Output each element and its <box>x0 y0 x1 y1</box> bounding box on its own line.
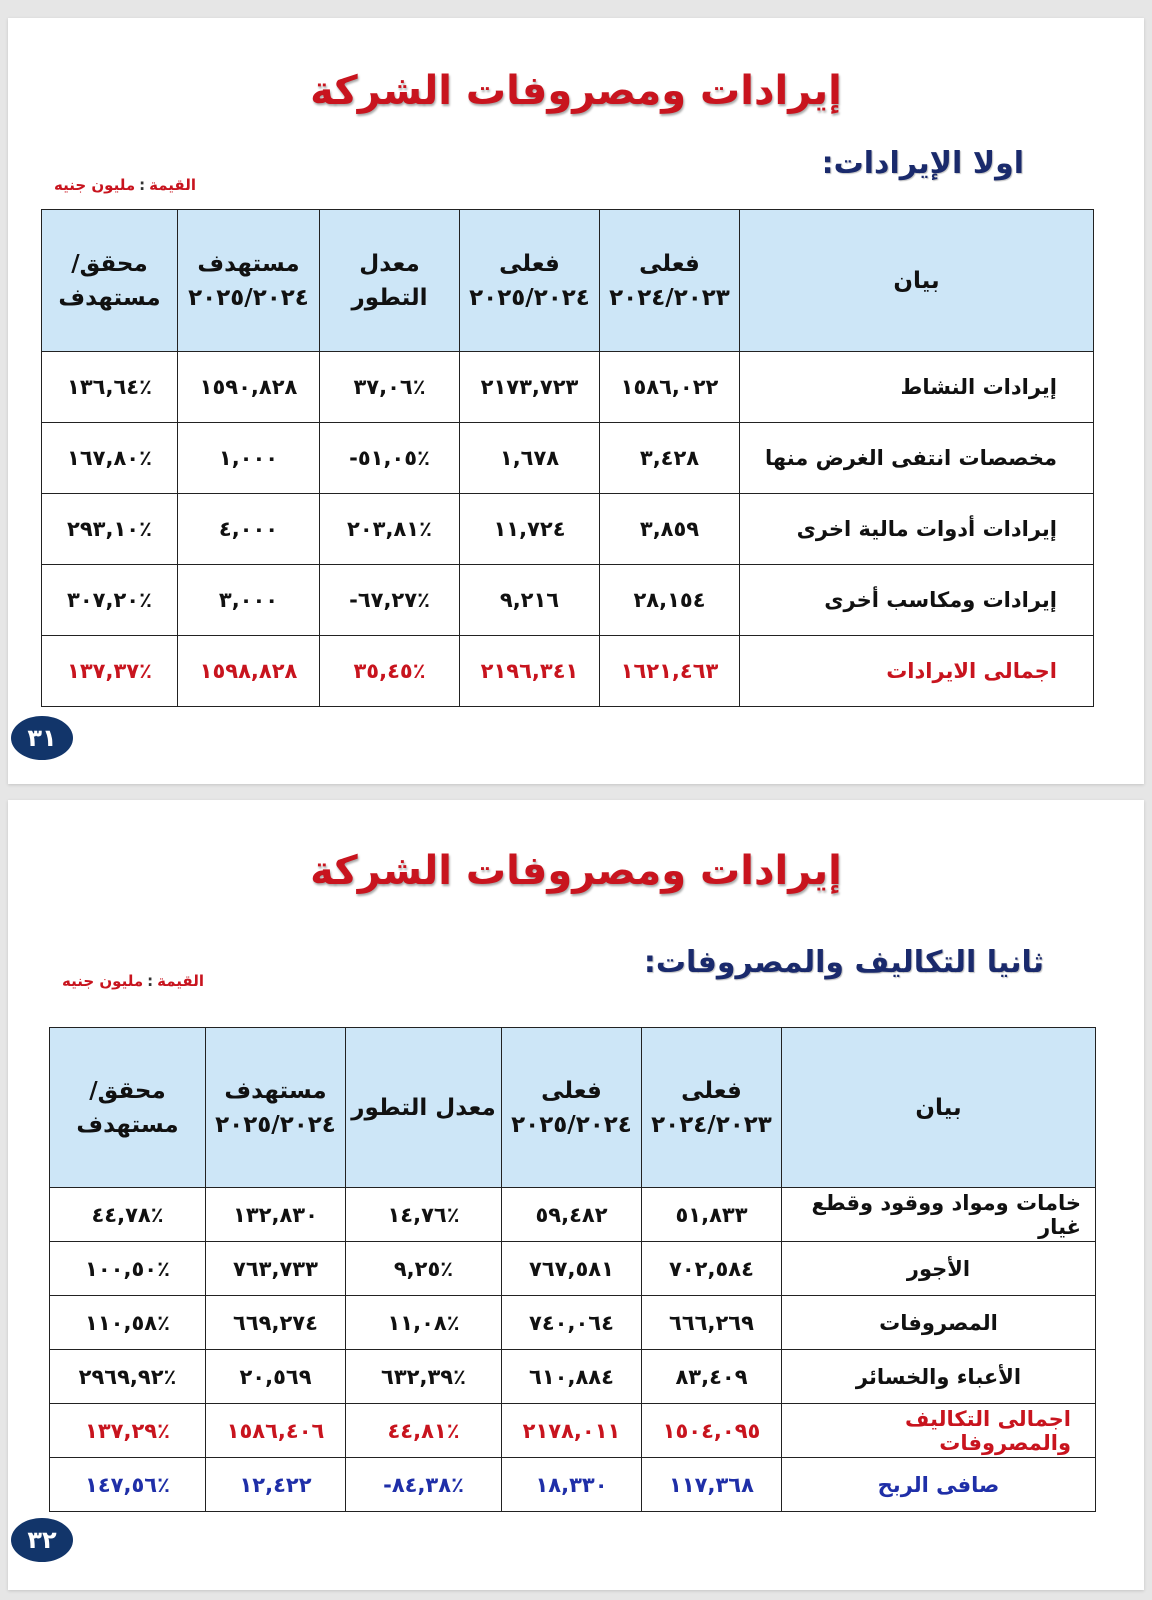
section-heading: اولا الإيرادات: <box>821 146 1024 181</box>
row-label: اجمالى الايرادات <box>740 636 1094 707</box>
header-actual-2024-2025: فعلى ٢٠٢٥/٢٠٢٤ <box>502 1028 642 1188</box>
cell-value: ١,٠٠٠ <box>178 423 320 494</box>
cell-value: ٪١٣٦,٦٤ <box>42 352 178 423</box>
cell-value: ٥١,٨٣٣ <box>642 1188 782 1242</box>
cell-value: ٩,٢١٦ <box>460 565 600 636</box>
cell-value: ٢١٩٦,٣٤١ <box>460 636 600 707</box>
unit-note <box>54 176 196 194</box>
row-label: خامات ومواد ووقود وقطع غيار <box>782 1188 1096 1242</box>
cell-value: ٪١٤,٧٦ <box>346 1188 502 1242</box>
cell-value: ١٥٠٤,٠٩٥ <box>642 1404 782 1458</box>
cell-value: ٧٠٢,٥٨٤ <box>642 1242 782 1296</box>
header-statement: بيان <box>740 210 1094 352</box>
header-actual-2024-2025: فعلى ٢٠٢٥/٢٠٢٤ <box>460 210 600 352</box>
header-growth-rate: معدل التطور <box>320 210 460 352</box>
table-row <box>50 1350 1096 1404</box>
table-row <box>50 1242 1096 1296</box>
cell-value: ٢١٧٣,٧٢٣ <box>460 352 600 423</box>
cell-value: ٧٤٠,٠٦٤ <box>502 1296 642 1350</box>
table-header-row <box>42 210 1094 352</box>
page-number-badge: ٣٢ <box>11 1518 73 1562</box>
cell-value: ٪٦٣٢,٣٩ <box>346 1350 502 1404</box>
cell-value: ٪١٤٧,٥٦ <box>50 1458 206 1512</box>
cell-value: ٪٤٤,٨١ <box>346 1404 502 1458</box>
cell-value: ٦١٠,٨٨٤ <box>502 1350 642 1404</box>
cell-value: ٪١١٠,٥٨ <box>50 1296 206 1350</box>
unit-label: القيمة <box>149 176 196 194</box>
cell-value: ١,٦٧٨ <box>460 423 600 494</box>
cell-value: ١٥٨٦,٤٠٦ <box>206 1404 346 1458</box>
header-growth-rate: معدل التطور <box>346 1028 502 1188</box>
cell-value: ٤,٠٠٠ <box>178 494 320 565</box>
cell-value: ٪٦٧,٢٧- <box>320 565 460 636</box>
header-target: مستهدف ٢٠٢٥/٢٠٢٤ <box>206 1028 346 1188</box>
cell-value: ٪١٠٠,٥٠ <box>50 1242 206 1296</box>
header-achieved-target: محقق/ مستهدف <box>50 1028 206 1188</box>
expenses-table <box>49 1027 1096 1512</box>
unit-value: مليون جنيه <box>54 176 136 194</box>
header-achieved-target: محقق/ مستهدف <box>42 210 178 352</box>
row-label: مخصصات انتفى الغرض منها <box>740 423 1094 494</box>
cell-value: ٧٦٧,٥٨١ <box>502 1242 642 1296</box>
cell-value: ٨٣,٤٠٩ <box>642 1350 782 1404</box>
cell-value: ٦٦٦,٢٦٩ <box>642 1296 782 1350</box>
unit-note <box>62 972 204 990</box>
slide-expenses <box>8 800 1144 1590</box>
cell-value: ٢٠,٥٦٩ <box>206 1350 346 1404</box>
cell-value: ١٨,٣٣٠ <box>502 1458 642 1512</box>
cell-value: ٪١٣٧,٣٧ <box>42 636 178 707</box>
cell-value: ١٥٩٨,٨٢٨ <box>178 636 320 707</box>
header-actual-2023-2024: فعلى ٢٠٢٤/٢٠٢٣ <box>600 210 740 352</box>
unit-separator: : <box>147 972 154 990</box>
header-statement: بيان <box>782 1028 1096 1188</box>
table-header-row <box>50 1028 1096 1188</box>
table-row <box>42 423 1094 494</box>
slide-title: إيرادات ومصروفات الشركة <box>310 68 842 114</box>
cell-value: ٪٨٤,٣٨- <box>346 1458 502 1512</box>
cell-value: ٣,٤٢٨ <box>600 423 740 494</box>
cell-value: ٥٩,٤٨٢ <box>502 1188 642 1242</box>
row-label: الأعباء والخسائر <box>782 1350 1096 1404</box>
table-row <box>42 565 1094 636</box>
cell-value: ٪٢٩٦٩,٩٢ <box>50 1350 206 1404</box>
cell-value: ٢١٧٨,٠١١ <box>502 1404 642 1458</box>
cell-value: ٪٣٠٧,٢٠ <box>42 565 178 636</box>
cell-value: ١٥٩٠,٨٢٨ <box>178 352 320 423</box>
cell-value: ٪٥١,٠٥- <box>320 423 460 494</box>
cell-value: ٪٢٩٣,١٠ <box>42 494 178 565</box>
net-profit-row <box>50 1458 1096 1512</box>
cell-value: ٣,٠٠٠ <box>178 565 320 636</box>
cell-value: ٣,٨٥٩ <box>600 494 740 565</box>
row-label: المصروفات <box>782 1296 1096 1350</box>
cell-value: ٪١٦٧,٨٠ <box>42 423 178 494</box>
row-label: الأجور <box>782 1242 1096 1296</box>
cell-value: ١١,٧٢٤ <box>460 494 600 565</box>
unit-separator: : <box>139 176 146 194</box>
table-row <box>42 494 1094 565</box>
slide-title: إيرادات ومصروفات الشركة <box>310 848 842 894</box>
section-heading: ثانيا التكاليف والمصروفات: <box>643 945 1044 980</box>
cell-value: ١٥٨٦,٠٢٢ <box>600 352 740 423</box>
table-row <box>50 1188 1096 1242</box>
slide-revenues <box>8 18 1144 784</box>
row-label: صافى الربح <box>782 1458 1096 1512</box>
row-label: إيرادات النشاط <box>740 352 1094 423</box>
total-expenses-row <box>50 1404 1096 1458</box>
row-label: إيرادات أدوات مالية اخرى <box>740 494 1094 565</box>
row-label: إيرادات ومكاسب أخرى <box>740 565 1094 636</box>
cell-value: ١١٧,٣٦٨ <box>642 1458 782 1512</box>
cell-value: ١٦٢١,٤٦٣ <box>600 636 740 707</box>
cell-value: ٦٦٩,٢٧٤ <box>206 1296 346 1350</box>
unit-label: القيمة <box>157 972 204 990</box>
cell-value: ٧٦٣,٧٣٣ <box>206 1242 346 1296</box>
cell-value: ٪٤٤,٧٨ <box>50 1188 206 1242</box>
total-revenues-row <box>42 636 1094 707</box>
table-row <box>50 1296 1096 1350</box>
cell-value: ٪١٣٧,٢٩ <box>50 1404 206 1458</box>
unit-value: مليون جنيه <box>62 972 144 990</box>
row-label: اجمالى التكاليف والمصروفات <box>782 1404 1096 1458</box>
cell-value: ٪١١,٠٨ <box>346 1296 502 1350</box>
cell-value: ٪٩,٢٥ <box>346 1242 502 1296</box>
cell-value: ٪٢٠٣,٨١ <box>320 494 460 565</box>
cell-value: ٢٨,١٥٤ <box>600 565 740 636</box>
cell-value: ٪٣٧,٠٦ <box>320 352 460 423</box>
page-number-badge: ٣١ <box>11 716 73 760</box>
cell-value: ١٢,٤٢٢ <box>206 1458 346 1512</box>
header-target: مستهدف ٢٠٢٥/٢٠٢٤ <box>178 210 320 352</box>
revenues-table <box>41 209 1094 707</box>
cell-value: ٪٣٥,٤٥ <box>320 636 460 707</box>
cell-value: ١٣٢,٨٣٠ <box>206 1188 346 1242</box>
table-row <box>42 352 1094 423</box>
header-actual-2023-2024: فعلى ٢٠٢٤/٢٠٢٣ <box>642 1028 782 1188</box>
